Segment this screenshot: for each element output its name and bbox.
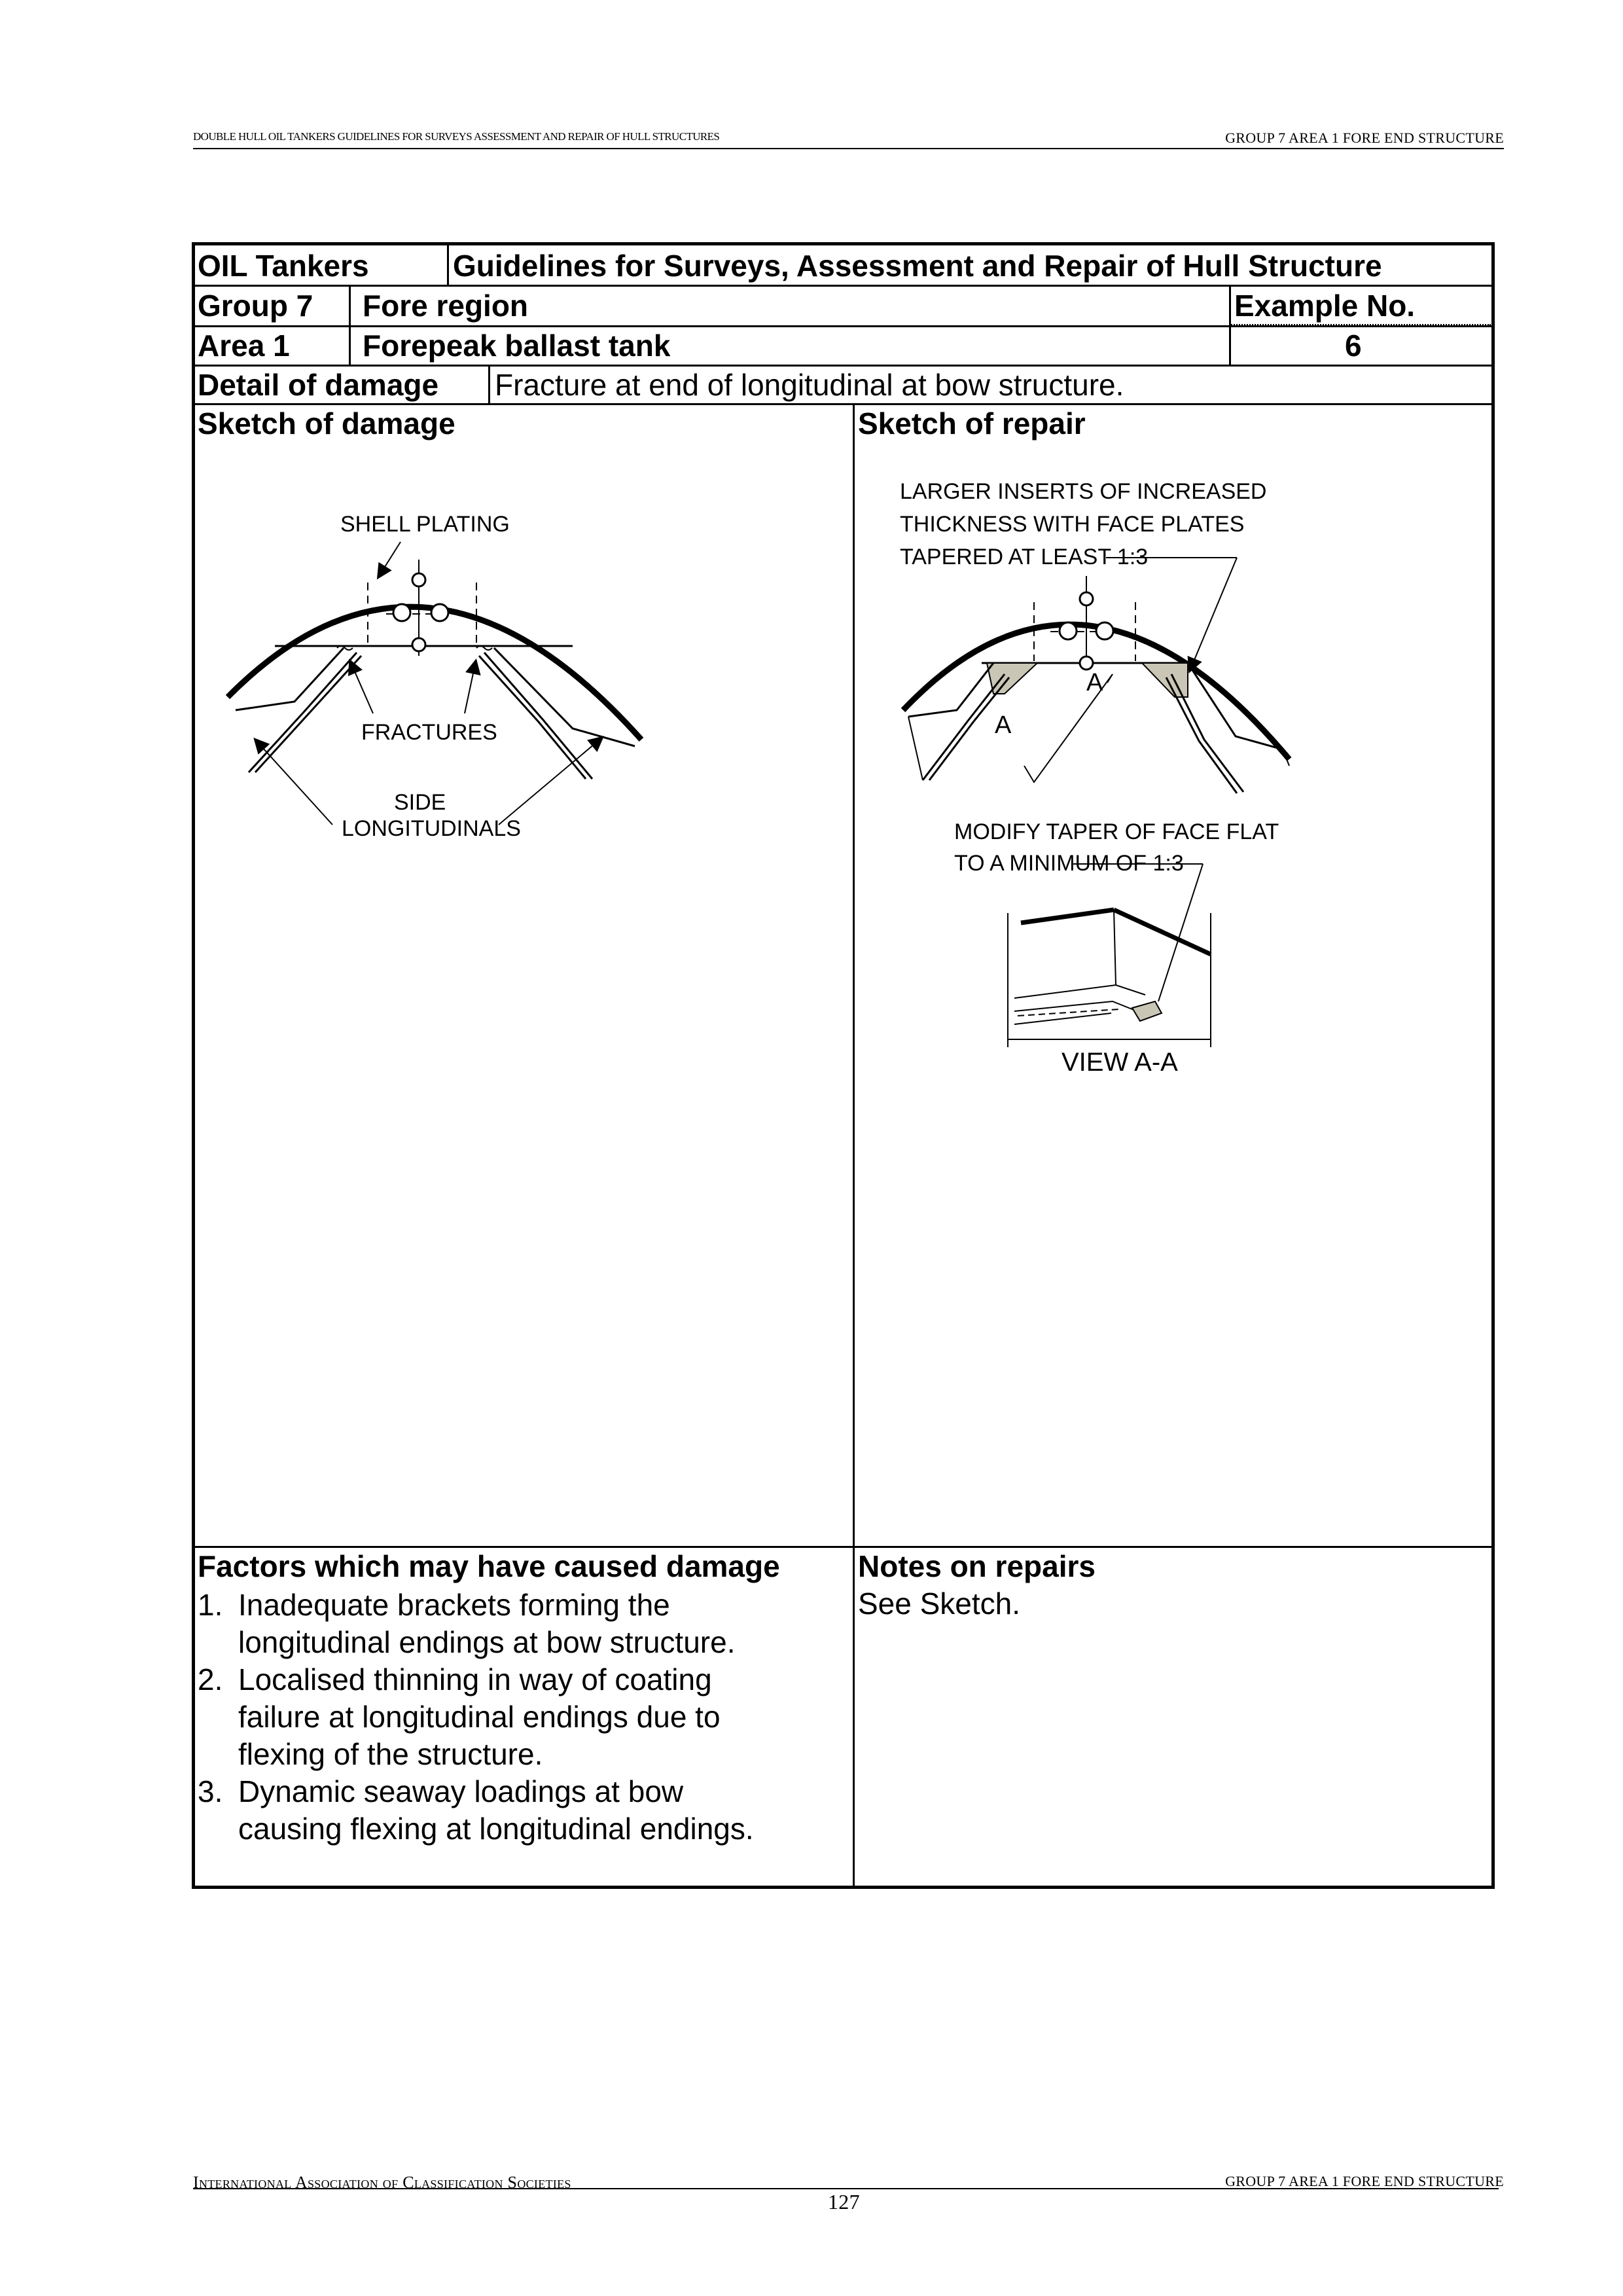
example-label: Example No. [1234, 289, 1416, 323]
area-value: Forepeak ballast tank [363, 329, 671, 363]
page-number: 127 [828, 2190, 860, 2214]
group-label: Group 7 [198, 289, 313, 323]
view-label: VIEW A-A [1061, 1048, 1178, 1077]
row-divider [195, 403, 1495, 405]
col-divider [349, 285, 351, 365]
notes-text: See Sketch. [858, 1587, 1021, 1621]
factor-line: Localised thinning in way of coating [238, 1662, 712, 1696]
factors-list [198, 1587, 754, 1848]
col-divider [1229, 285, 1231, 365]
factor-item [198, 1587, 754, 1661]
example-dotted-rule [1229, 324, 1491, 325]
factor-item [198, 1661, 754, 1773]
detail-value: Fracture at end of longitudinal at bow structure. [495, 368, 1124, 402]
ship-type-label: OIL Tankers [198, 249, 369, 283]
fractures-label: FRACTURES [361, 720, 497, 745]
factor-number: 3. [198, 1774, 223, 1808]
damage-sketch [216, 484, 654, 851]
inserts-note-line3: TAPERED AT LEAST 1:3 [900, 545, 1149, 569]
footer-right: GROUP 7 AREA 1 FORE END STRUCTURE [1225, 2173, 1504, 2189]
running-header-left: DOUBLE HULL OIL TANKERS GUIDELINES FOR SURVEYS ASSESSMENT AND REPAIR OF HULL STRUCTURES [193, 130, 720, 143]
row-divider [195, 1546, 1495, 1548]
insert-left [987, 663, 1037, 694]
row-divider [195, 365, 1495, 367]
section-mark-lower: A [995, 711, 1012, 739]
taper-face-flat [1132, 1001, 1162, 1021]
guideline-title: Guidelines for Surveys, Assessment and Repair of Hull Structure [453, 249, 1382, 283]
side-label: SIDE [394, 790, 446, 815]
factor-number: 2. [198, 1662, 223, 1696]
sketch-damage-label: Sketch of damage [198, 406, 455, 440]
factor-item [198, 1773, 754, 1848]
factors-label: Factors which may have caused damage [198, 1549, 780, 1583]
area-label: Area 1 [198, 329, 290, 363]
notes-label: Notes on repairs [858, 1549, 1096, 1583]
col-divider [853, 403, 855, 1889]
header-rule [193, 148, 1504, 149]
factor-line: Dynamic seaway loadings at bow [238, 1774, 684, 1808]
section-mark-upper: A [1086, 669, 1103, 696]
shell-plating-label: SHELL PLATING [340, 512, 510, 537]
factor-line: longitudinal endings at bow structure. [238, 1625, 736, 1659]
col-divider [447, 245, 449, 285]
factor-number: 1. [198, 1588, 223, 1622]
inserts-note-line1: LARGER INSERTS OF INCREASED [900, 479, 1267, 504]
detail-label: Detail of damage [198, 368, 439, 402]
inserts-note-line2: THICKNESS WITH FACE PLATES [900, 512, 1245, 537]
example-number: 6 [1345, 329, 1362, 363]
factor-line: Inadequate brackets forming the [238, 1588, 670, 1622]
sketch-repair-label: Sketch of repair [858, 406, 1086, 440]
col-divider [488, 365, 490, 404]
repair-sketch [897, 478, 1315, 1086]
row-divider [195, 325, 1495, 327]
footer-left: International Association of Classification Societies [193, 2173, 571, 2192]
modify-note-line1: MODIFY TAPER OF FACE FLAT [954, 819, 1279, 844]
factor-line: failure at longitudinal endings due to [238, 1700, 721, 1734]
factor-line: flexing of the structure. [238, 1737, 543, 1771]
modify-note-line2: TO A MINIMUM OF 1:3 [954, 851, 1184, 876]
factor-line: causing flexing at longitudinal endings. [238, 1812, 754, 1846]
group-value: Fore region [363, 289, 529, 323]
longitudinals-label: LONGITUDINALS [342, 816, 521, 841]
row-divider [195, 285, 1495, 287]
running-header-right: GROUP 7 AREA 1 FORE END STRUCTURE [1225, 130, 1504, 146]
